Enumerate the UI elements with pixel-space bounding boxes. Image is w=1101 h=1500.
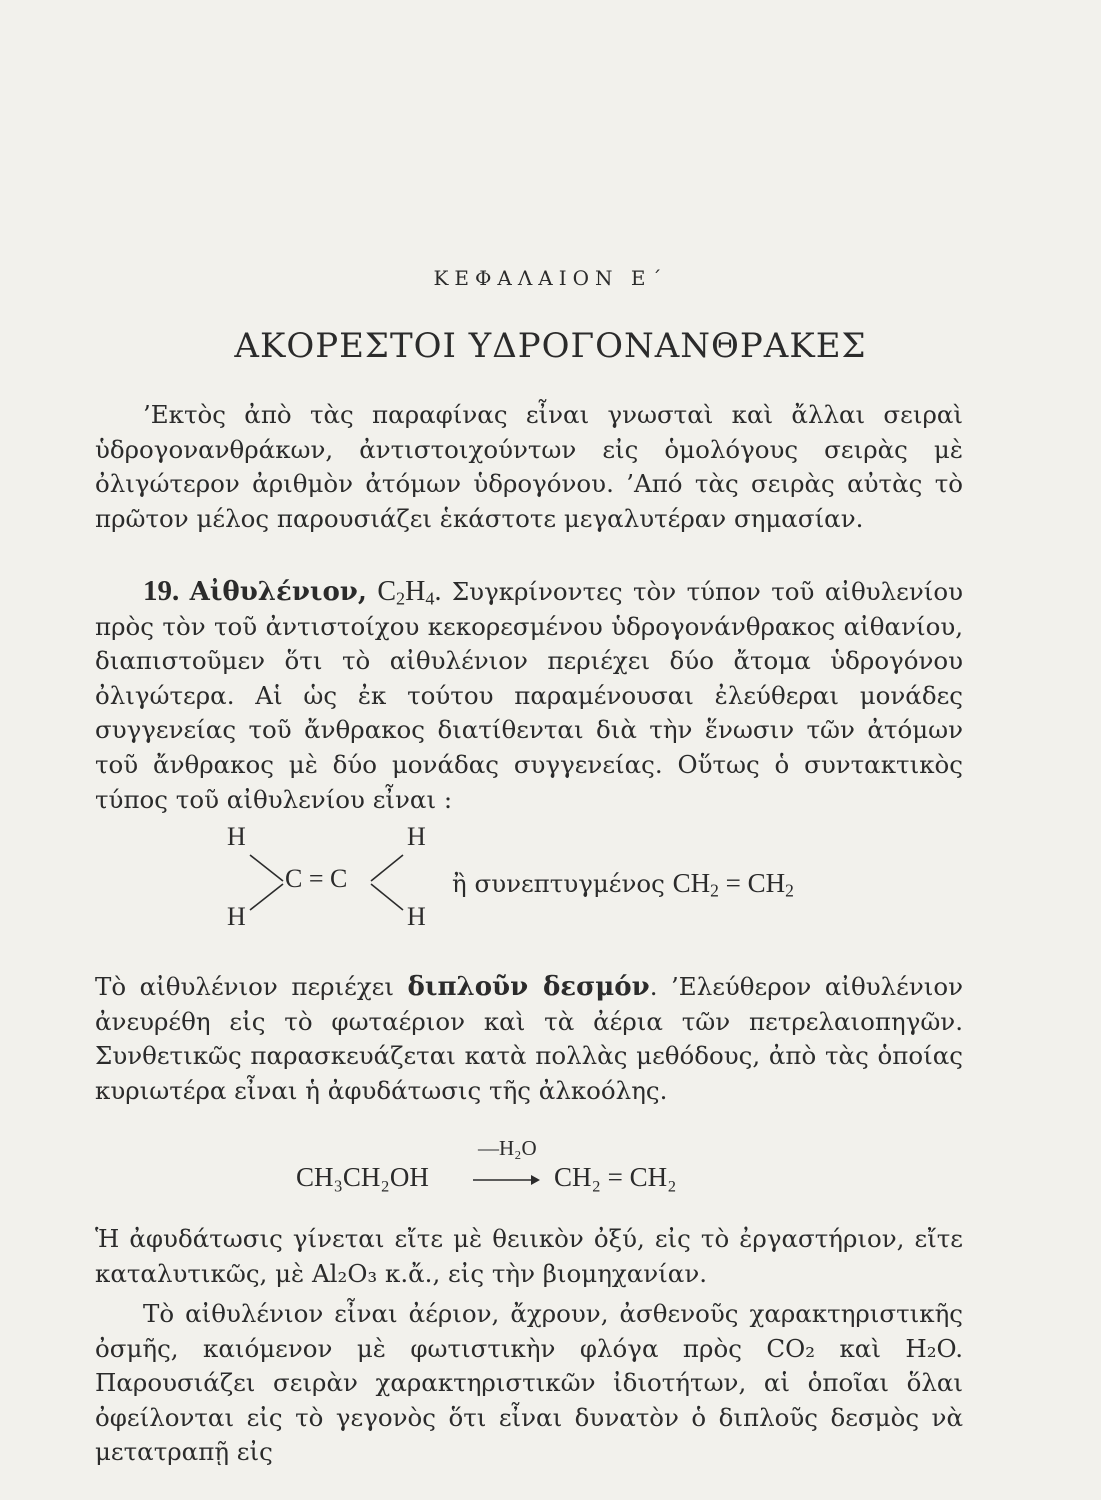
hydrogen-bottom-right: H [407,902,426,931]
condensed-formula-text: $CH_2 = CH_2$ [672,868,794,901]
section-19-paragraph [95,574,963,817]
chapter-title: ΑΚΟΡΕΣΤΟΙ ΥΔΡΟΓΟΝΑΝΘΡΑΚΕΣ [234,326,867,366]
double-bond-paragraph: Τὸ αἰθυλένιον περιέχει διπλοῦν δεσμόν. ’Ελεύθερον αἰθυλένιον ἀνευρέθη εἰς τὸ φωταέριον καὶ τὰ ἀέρια τῶν πετρελαιοπηγῶν. Συνθετικῶς παρασκευάζεται κατὰ πολλὰς μεθόδους, ἀπὸ τὰς ὁποίας κυριωτέρα εἶναι ἡ ἀφυδάτωσις τῆς ἀλκοόλης. [95,972,963,1105]
intro-paragraph: ’Εκτὸς ἀπὸ τὰς παραφίνας εἶναι γνωσταὶ καὶ ἄλλαι σειραὶ ὑδρογονανθράκων, ἀντιστοιχούντων εἰς ὁμολόγους σειρὰς μὲ ὀλιγώτερον ἀριθμὸν ἀτόμων ὑδρογόνου. ’Από τὰς σειρὰς αὐτὰς τὸ πρῶτον μέλος παρουσιάζει ἑκάστοτε μεγαλυτέραν σημασίαν. [95,400,963,533]
section-number: 19. [143,575,180,607]
reaction-condition: —H₂O [478,1136,537,1160]
hydrogen-top-left: H [227,822,246,851]
chapter-heading: ΚΕΦΑΛΑΙΟΝ Ε΄ [433,266,668,290]
carbon-double-bond: C = C [285,864,348,893]
dehydration-reaction [296,1136,796,1222]
double-bond-term: διπλοῦν δεσμόν [407,972,650,1002]
section-formula: $C_2H_4$. [377,576,442,609]
hydrogen-top-right: H [407,822,426,851]
dehydration-paragraph: Ἡ ἀφυδάτωσις γίνεται εἴτε μὲ θειικὸν ὀξύ, εἰς τὸ ἐργαστήριον, εἴτε καταλυτικῶς, μὲ Al₂O₃ κ.ἄ., εἰς τὴν βιομηχανίαν. [95,1224,963,1288]
hydrogen-bottom-left: H [227,902,246,931]
condensed-formula [452,868,794,899]
properties-paragraph: Τὸ αἰθυλένιον εἶναι ἀέριον, ἄχρουν, ἀσθενοῦς χαρακτηριστικῆς ὀσμῆς, καιόμενον μὲ φωτιστικὴν φλόγα πρὸς CO₂ καὶ H₂O. Παρουσιάζει σειρὰν χαρακτηριστικῶν ἰδιοτήτων, αἱ ὁποῖαι ὅλαι ὀφείλονται εἰς τὸ γεγονὸς ὅτι εἶναι δυνατὸν ὁ διπλοῦς δεσμὸς νὰ μετατραπῇ εἰς [95,1299,963,1467]
section-title: Αἰθυλένιον, [189,577,367,607]
reaction-arrow-icon [471,1170,541,1190]
product: CH₂ = CH₂ [554,1162,677,1192]
reactant: CH₃CH₂OH [296,1162,429,1192]
section-text: Συγκρίνοντες τὸν τύπον τοῦ αἰθυλενίου πρὸς τὸν τοῦ ἀντιστοίχου κεκορεσμένου ὑδρογονάνθρακος αἰθανίου, διαπιστοῦμεν ὅτι τὸ αἰθυλένιον περιέχει δύο ἄτομα ὑδρογόνου ὀλιγώτερα. Αἱ ὡς ἐκ τούτου παραμένουσαι ἐλεύθεραι μονάδες συγγενείας τοῦ ἄνθρακος διατίθενται διὰ τὴν ἕνωσιν τῶν ἀτόμων τοῦ ἄνθρακος μὲ δύο μονάδας συγγενείας. Οὕτως ὁ συντακτικὸς τύπος τοῦ αἰθυλενίου εἶναι : [95,577,963,814]
condensed-label: ἢ συνεπτυγμένος [452,869,665,898]
